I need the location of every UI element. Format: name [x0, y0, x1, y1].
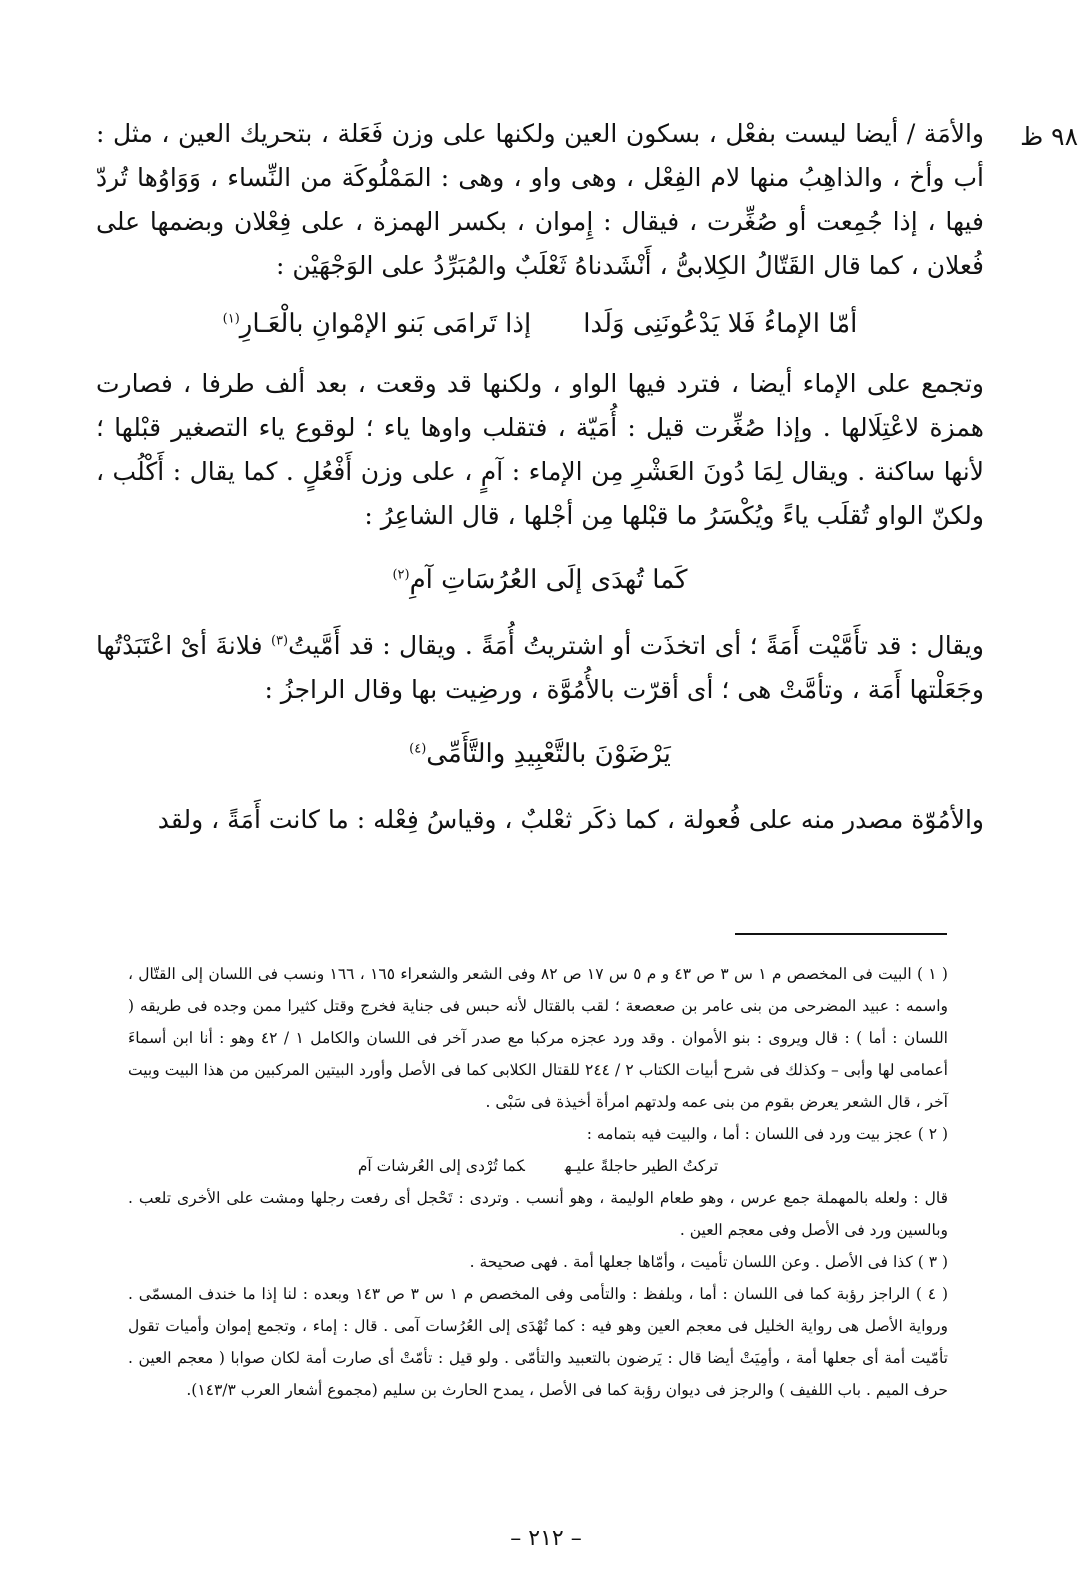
- footnote-separator: [735, 933, 947, 935]
- footnote-ref-3[interactable]: (٣): [270, 633, 289, 649]
- verse-1-first-hemistich: أمّا الإماءُ فَلا يَدْعُونَنِى وَلَدا: [583, 309, 858, 339]
- verse-3: [96, 732, 984, 776]
- paragraph-3: [96, 624, 984, 712]
- paragraph-1: والأمَة / أيضا ليست بفعْل ، بسكون العين ولكنها على وزن فَعَلة ، بتحريك العين ، مثل : أب وأخ ، والذاهِبُ منها لام الفِعْل ، وهى واو ، وهى : المَمْلُوكَة من النِّساء ، وَوَاوُها تُردّ فيها ، إذا جُمِعت أو صُغِّرت ، فيقال : إِموان ، بكسر الهمزة ، على فِعْلان وبضمها على فُعلان ، كما قال القَتّالُ الكِلابىُّ ، أَنْشَدناهُ ثَعْلَبٌ والمُبَرِّدُ على الوَجْهَيْن :: [96, 119, 984, 280]
- footnotes: [128, 958, 948, 1406]
- main-text: [96, 112, 984, 842]
- footnote-2-intro: ( ٢ ) عجز بيت ورد فى اللسان : أما ، والبيت فيه بتمامه :: [586, 1125, 948, 1143]
- footnote-2-verse-second: كما تُرْدى إلى العُرشات آم: [357, 1157, 525, 1175]
- footnote-3: ( ٣ ) كذا فى الأصل . وعن اللسان تأميت ، وأمّاها جعلها أمة . فهى صحيحة .: [469, 1253, 948, 1271]
- verse-3-text: يَرْضَوْنَ بالتَّعْبِيدِ والتَّأَمِّى: [426, 739, 671, 769]
- footnote-2-verse-first: تركتُ الطير حاجلةً عليـه: [564, 1157, 719, 1175]
- footnote-2-text: قال : ولعله بالمهملة جمع عرس ، وهو طعام الوليمة ، وهو أنسب . وتردى : تَحْجل أى رفعت رجلها ومشت على الأخرى تلعب . وبالسين ورد فى الأصل وفى معجم العين .: [128, 1189, 948, 1239]
- footnote-1: ( ١ ) البيت فى المخصص م ١ س ٣ ص ٤٣ و م ٥ س ١٧ ص ٨٢ وفى الشعر والشعراء ١٦٥ ، ١٦٦ ونسب فى اللسان إلى القتّال ، واسمه : عبيد المضرحى من بنى عامر بن صعصعة ؛ لقب بالقتال لأنه حبس فى جناية فخرج وقتل كثيرا ممن وجده فى طريقه ( اللسان : أما ) : قال ويروى : بنو الأموان . وقد ورد عجزه مركبا مع صدر آخر فى اللسان والكامل ١ / ٤٢ وهو : أنا ابن أسماءَ أعمامى لها وأبى – وكذلك فى شرح أبيات الكتاب ٢ / ٢٤٤ للقتال الكلابى كما فى الأصل وأورد البيتين المركبين من هذا البيت وبيت آخر ، قال الشعر يعرض بقوم من بنى عمه ولدتهم امرأة أخيذة فى سَبْى .: [128, 965, 948, 1111]
- verse-2-text: كَما تُهدَى إلَى العُرُسَاتِ آمِ: [409, 565, 688, 595]
- paragraph-4: والأمُوّة مصدر منه على فُعولة ، كما ذكَر ثعْلبٌ ، وقياسُ فِعْله : ما كانت أَمَةً ، ولقد: [157, 805, 984, 834]
- verse-1: [96, 302, 984, 346]
- footnote-4: ( ٤ ) الراجز رؤبة كما فى اللسان : أما ، وبلفظ : والتأمى وفى المخصص م ١ س ٣ ص ١٤٣ وبعده : لنا إذا ما خندف المسمّى . ورواية الأصل هى رواية الخليل فى معجم العين وهو فيه : كما تُهْدَى إلى العُرُسات آمى . قال : إماء ، وتجمع إموان وأميات تقول تأمّيت أمة أى جعلها أمة ، وأمِيَتْ أيضا قال : يَرضون بالتعبيد والتأمّى . ولو قيل : تأمّتْ أى صارت أمة لكان صوابا ( معجم العين . حرف الميم . باب اللفيف ) والرجز فى ديوان رؤبة كما فى الأصل ، يمدح الحارث بن سليم (مجموع أشعار العرب ١٤٣/٣).: [128, 1285, 949, 1399]
- verse-2: [96, 558, 984, 602]
- manuscript-folio-note: ٩٨ ظ: [1020, 122, 1078, 151]
- footnote-ref-4[interactable]: (٤): [409, 741, 427, 757]
- page-number: – ٢١٢ –: [510, 1526, 582, 1551]
- paragraph-3-part-1: ويقال : قد تأَمَّيْت أَمَةً ؛ أى اتخذَت أو اشتريتُ أُمَةً . ويقال : قد أَمَّيتُ: [288, 631, 984, 660]
- verse-1-second-text: إذا تَرامَى بَنو الإمْوانِ بالْعَـارِ: [239, 309, 532, 339]
- verse-1-second-hemistich: [223, 302, 532, 346]
- paragraph-2: وتجمع على الإماء أيضا ، فترد فيها الواو ، ولكنها قد وقعت ، بعد ألف طرفا ، فصارت همزة لاعْتِلَالها . وإذا صُغِّرت قيل : أُمَيّة ، فتقلب واوها ياء ؛ لوقوع ياء التصغير قبْلها ؛ لأنها ساكنة . ويقال لِمَا دُونَ العَشْرِ مِن الإماء : آمٍ ، على وزن أَفْعُلٍ . كما يقال : أَكْلُب ، ولكنّ الواو تُقلَب ياءً ويُكْسَرُ ما قبْلها مِن أجْلها ، قال الشاعِرُ :: [96, 369, 984, 530]
- paragraph-3-part-2: فلانةَ أىْ اعْتَبَدْتُها وجَعَلْتها أَمَة ، وتأمَّتْ هى ؛ أى أقرّت بالأُمُوَّة ، ورضِيت بها وقال الراجزُ :: [96, 631, 984, 704]
- footnote-ref-2[interactable]: (٢): [392, 567, 410, 583]
- footnote-2-verse: [128, 1150, 948, 1182]
- footnote-ref-1[interactable]: (١): [222, 311, 240, 327]
